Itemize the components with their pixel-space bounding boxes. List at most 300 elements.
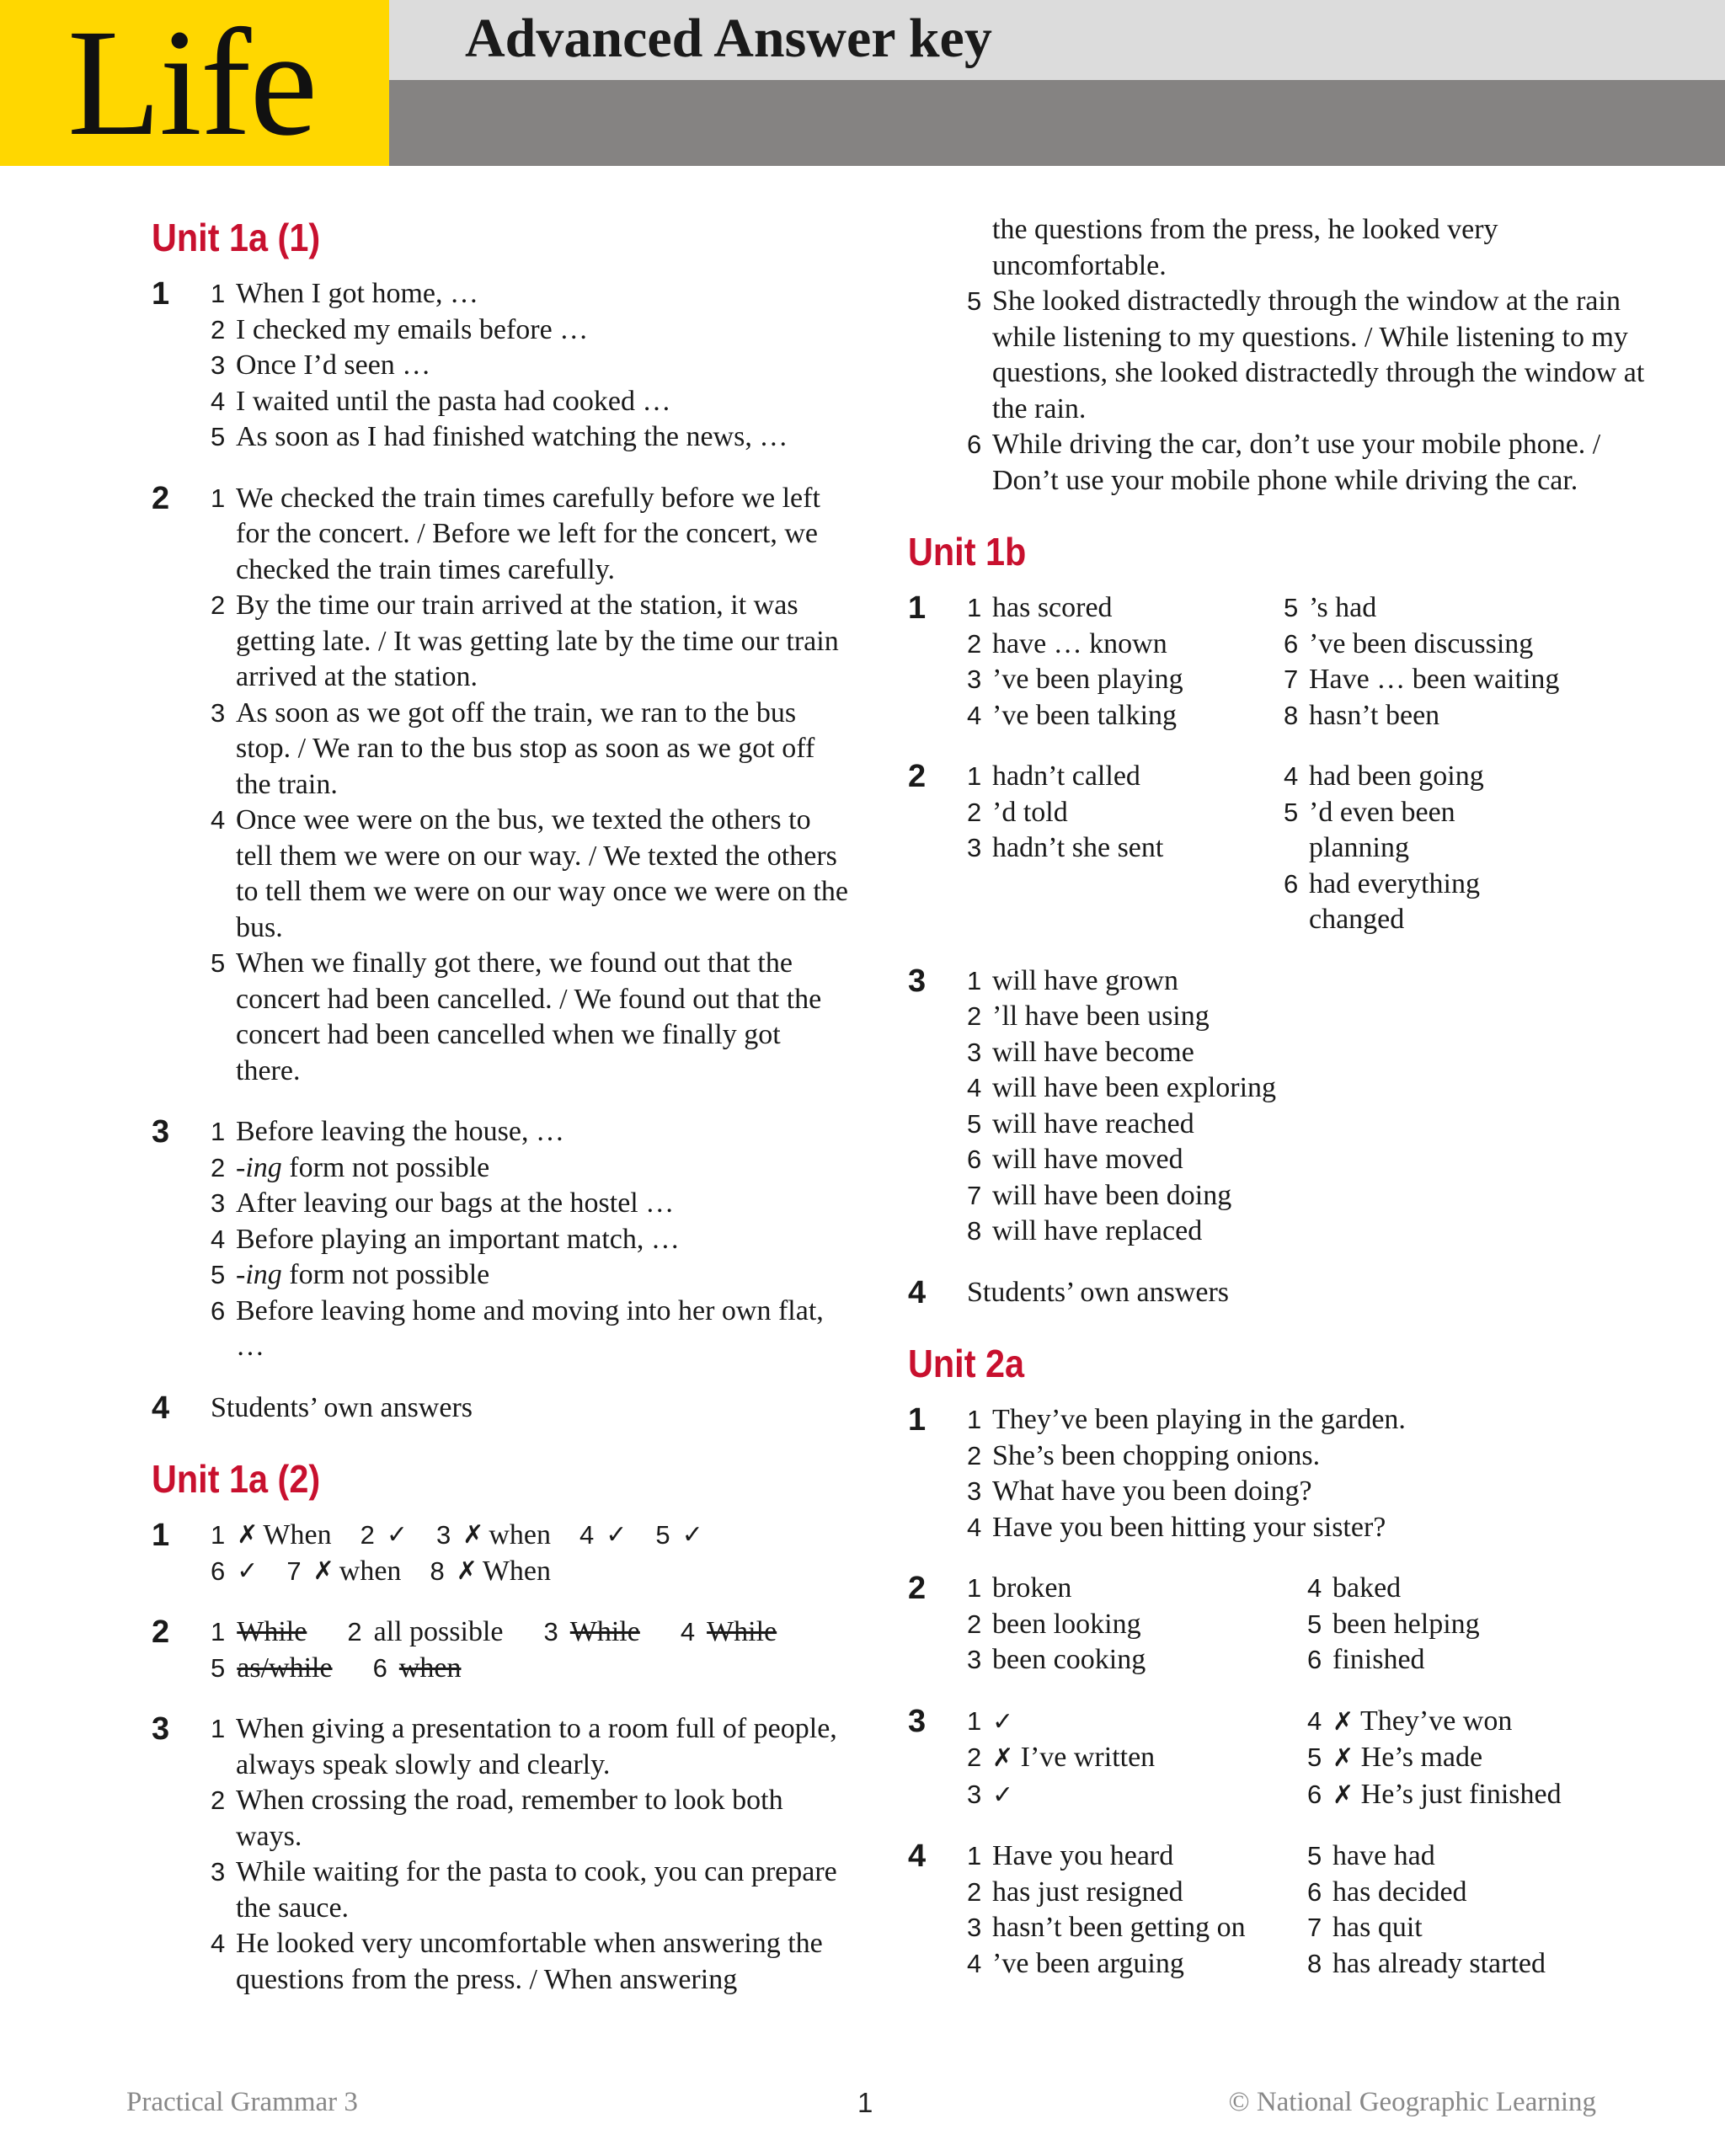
answer-item	[967, 1070, 1666, 1107]
answer-text: ’ve been arguing	[992, 1947, 1184, 1979]
cross-icon: ✗	[456, 1556, 478, 1586]
answer-item	[967, 759, 1284, 795]
answer-item	[1284, 867, 1562, 938]
logo: Life	[67, 0, 317, 168]
answer-text: When we finally got there, we found out that the concert had been cancelled. / We found out that the concert had been cancelled when we finally got there.	[236, 947, 822, 1086]
answer-list	[1307, 1838, 1666, 1982]
answer-text: He’s just finished	[1360, 1778, 1562, 1810]
answer-row	[211, 1651, 851, 1687]
answer-item	[967, 590, 1284, 627]
answer-text: have … known	[992, 627, 1167, 659]
exercise-number: 2	[152, 1614, 170, 1651]
answer-text: Students’ own answers	[211, 1391, 473, 1423]
item-number: 6	[1307, 1779, 1322, 1809]
item-number: 5	[1284, 797, 1299, 827]
answer-item	[967, 1474, 1666, 1510]
item-number: 2	[211, 1785, 226, 1816]
answer-list	[967, 963, 1666, 1250]
answer-grid	[967, 1704, 1666, 1814]
item-number: 7	[1284, 664, 1299, 695]
answer-text: ’ll have been using	[992, 1001, 1210, 1033]
answer-list	[211, 276, 851, 456]
unit-heading: Unit 1a (2)	[152, 1457, 321, 1502]
struck-word: While	[707, 1616, 777, 1648]
struck-word: While	[237, 1616, 307, 1648]
answer-text: He looked very uncomfortable when answering the questions from the press. / When answering	[236, 1928, 823, 1995]
answer-text: Have … been waiting	[1309, 664, 1560, 696]
answer-text: As soon as I had finished watching the news, …	[236, 421, 788, 453]
page-title: Advanced Answer key	[465, 8, 992, 69]
item-number: 2	[360, 1520, 375, 1550]
answer-item	[967, 1946, 1307, 1983]
item-number: 5	[967, 286, 982, 316]
answer-item	[967, 795, 1284, 831]
answer-text: While waiting for the pasta to cook, you can prepare the sauce.	[236, 1856, 837, 1924]
answer-text: ’ve been playing	[992, 664, 1183, 696]
item-number: 2	[967, 628, 982, 659]
answer-list	[967, 590, 1284, 734]
answer-item	[967, 627, 1284, 663]
answer-italic: -ing	[236, 1151, 282, 1183]
answer-item	[211, 1114, 851, 1150]
exercise	[908, 1402, 1666, 1545]
answer-item	[211, 803, 851, 946]
exercise	[152, 481, 851, 1090]
item-number: 5	[1307, 1841, 1322, 1871]
answer-item	[1307, 1875, 1666, 1911]
answer-item	[967, 427, 1666, 499]
answer-text: has scored	[992, 592, 1113, 624]
answer-text: ’d told	[992, 796, 1068, 828]
item-number: 4	[1307, 1705, 1322, 1736]
answer-grid	[967, 590, 1666, 734]
answer-text: finished	[1332, 1644, 1425, 1676]
item-number: 2	[967, 1440, 982, 1470]
item-number: 5	[1284, 593, 1299, 623]
cross-icon: ✗	[237, 1520, 259, 1550]
item-number: 6	[211, 1295, 226, 1326]
exercise-number: 4	[908, 1838, 927, 1875]
item-number: 1	[967, 1841, 982, 1871]
answer-list	[211, 1114, 851, 1365]
answer-pair	[579, 1518, 627, 1554]
item-number: 2	[347, 1617, 362, 1647]
item-number: 6	[211, 1556, 226, 1586]
answer-item	[967, 1910, 1307, 1946]
item-number: 6	[1307, 1876, 1322, 1907]
answer-grid	[967, 1571, 1666, 1678]
logo-box	[0, 0, 389, 166]
answer-item	[967, 1607, 1307, 1643]
check-icon: ✓	[681, 1520, 703, 1550]
struck-word: as/while	[237, 1652, 333, 1684]
answer-text: hasn’t been getting on	[992, 1912, 1246, 1944]
exercise	[908, 963, 1666, 1250]
item-number: 4	[967, 700, 982, 730]
item-number: 2	[211, 314, 226, 344]
item-number: 5	[211, 948, 226, 979]
item-number: 6	[967, 430, 982, 459]
answer-item	[967, 999, 1666, 1035]
item-number: 4	[680, 1617, 696, 1647]
cross-icon: ✗	[1332, 1743, 1354, 1774]
answer-item	[967, 1642, 1307, 1678]
item-number: 4	[211, 1929, 226, 1959]
check-icon: ✓	[237, 1556, 259, 1586]
answer-text: I waited until the pasta had cooked …	[236, 385, 671, 417]
answer-italic: -ing	[236, 1259, 282, 1291]
answer-text: will have grown	[992, 964, 1178, 996]
item-number: 8	[967, 1216, 982, 1246]
answer-item	[211, 1186, 851, 1222]
exercise-number: 3	[152, 1711, 170, 1748]
answer-text: hasn’t been	[1309, 699, 1440, 731]
answer-text: ’s had	[1309, 592, 1377, 624]
answer-item	[967, 1214, 1666, 1250]
answer-item	[967, 1510, 1666, 1546]
answer-item	[211, 1926, 851, 1998]
answer-item	[967, 830, 1284, 867]
answer-list	[1284, 759, 1562, 938]
header-gray-band	[389, 80, 1725, 166]
exercise-number: 2	[908, 759, 927, 795]
item-number: 6	[372, 1652, 387, 1683]
answer-text: hadn’t she sent	[992, 832, 1164, 864]
exercise	[908, 1704, 1666, 1814]
exercise-number: 2	[152, 480, 170, 516]
cross-icon: ✗	[462, 1520, 484, 1550]
item-number: 8	[1307, 1948, 1322, 1978]
answer-item	[1284, 627, 1666, 663]
answer-item	[967, 1777, 1307, 1814]
answer-item	[967, 963, 1666, 1000]
answer-item	[211, 696, 851, 803]
answer-text: They’ve won	[1360, 1705, 1513, 1737]
answer-item	[1307, 1838, 1666, 1875]
answer-text: Have you heard	[992, 1840, 1174, 1872]
item-number: 5	[655, 1520, 670, 1550]
right-column	[908, 212, 1666, 2007]
answer-list	[967, 1571, 1307, 1678]
answer-list	[211, 481, 851, 1090]
check-icon: ✓	[606, 1520, 628, 1550]
item-number: 1	[211, 279, 226, 309]
item-number: 6	[1307, 1645, 1322, 1675]
answer-item	[1307, 1607, 1666, 1643]
item-number: 4	[967, 1948, 982, 1978]
answer-text: ’d even been planning	[1309, 796, 1455, 864]
answer-text: been looking	[992, 1608, 1141, 1640]
answer-item	[211, 348, 851, 384]
answer-text: ’ve been discussing	[1309, 627, 1534, 659]
item-number: 3	[211, 1188, 226, 1219]
answer-item	[1307, 1946, 1666, 1983]
item-number: 1	[211, 1117, 226, 1147]
answer-item	[1284, 662, 1666, 698]
item-number: 4	[211, 805, 226, 835]
answer-text: Once I’d seen …	[236, 350, 431, 382]
unit-heading: Unit 1a (1)	[152, 216, 321, 259]
answer-text: Before leaving the house, …	[236, 1116, 564, 1148]
answer-text: have had	[1332, 1840, 1435, 1872]
cross-icon: ✗	[1332, 1780, 1354, 1810]
unit-heading: Unit 1b	[908, 530, 1027, 574]
unit-heading: Unit 2a	[908, 1342, 1025, 1386]
item-number: 2	[967, 1609, 982, 1639]
item-number: 7	[286, 1556, 302, 1586]
item-number: 1	[211, 1714, 226, 1744]
answer-item	[211, 1783, 851, 1854]
answer-item	[211, 1294, 851, 1365]
exercise-number: 3	[152, 1114, 170, 1150]
item-number: 2	[211, 1152, 226, 1182]
answer-item	[967, 1838, 1307, 1875]
answer-pair	[211, 1614, 307, 1651]
cross-icon: ✗	[1332, 1706, 1354, 1737]
continued-text: the questions from the press, he looked very uncomfortable.	[992, 214, 1498, 281]
item-number: 3	[967, 1913, 982, 1943]
item-number: 6	[1284, 868, 1299, 899]
exercise-number: 3	[908, 1703, 927, 1739]
answer-text: form not possible	[281, 1259, 490, 1291]
answer-list	[211, 1711, 851, 1998]
answer-text: been helping	[1332, 1608, 1480, 1640]
answer-item	[1284, 759, 1562, 795]
struck-word: when	[398, 1652, 462, 1684]
answer-pair	[655, 1518, 702, 1554]
answer-item	[211, 1854, 851, 1926]
answer-text: baked	[1332, 1572, 1402, 1604]
exercise	[908, 590, 1666, 734]
answer-list	[967, 284, 1666, 499]
item-number: 4	[1284, 761, 1299, 792]
answer-grid	[967, 759, 1666, 938]
answer-grid	[967, 1838, 1666, 1982]
exercise-number: 1	[908, 590, 927, 627]
answer-item	[1307, 1642, 1666, 1678]
item-number: 4	[1307, 1573, 1322, 1604]
item-number: 1	[967, 1573, 982, 1604]
answer-text: When giving a presentation to a room full of people, always speak slowly and clearly.	[236, 1713, 837, 1780]
item-number: 1	[967, 1405, 982, 1435]
answer-pair	[286, 1554, 401, 1590]
answer-text: Students’ own answers	[967, 1276, 1229, 1308]
answer-text: will have moved	[992, 1144, 1183, 1176]
answer-pair	[544, 1614, 640, 1651]
answer-text: will have been exploring	[992, 1072, 1277, 1104]
answer-list	[1307, 1571, 1666, 1678]
answer-text: What have you been doing?	[992, 1476, 1312, 1508]
item-number: 5	[211, 422, 226, 452]
answer-item	[967, 662, 1284, 698]
exercise-number: 4	[908, 1274, 927, 1310]
answer-text: all possible	[373, 1616, 504, 1648]
answer-text: Once wee were on the bus, we texted the others to tell them we were on our way. / We texted the others to tell them we were on our way once we were on the bus.	[236, 804, 848, 943]
left-column	[152, 215, 851, 2023]
item-number: 3	[967, 833, 982, 863]
cross-icon: ✗	[312, 1556, 334, 1586]
answer-row	[211, 1614, 851, 1651]
answer-list	[967, 1704, 1307, 1814]
answer-text: He’s made	[1360, 1742, 1483, 1774]
item-number: 1	[967, 761, 982, 792]
answer-item	[967, 698, 1284, 734]
item-number: 1	[967, 1705, 982, 1736]
exercise	[152, 276, 851, 456]
exercise-number: 1	[152, 1518, 170, 1554]
item-number: 4	[211, 1224, 226, 1254]
item-number: 2	[211, 590, 226, 621]
answer-item	[211, 419, 851, 456]
answer-item	[967, 284, 1666, 427]
item-number: 4	[967, 1073, 982, 1103]
answer-text: We checked the train times carefully before we left for the concert. / Before we left for the concert, we checked the train times carefully.	[236, 482, 820, 585]
exercise-number: 1	[152, 276, 170, 312]
item-number: 8	[430, 1556, 445, 1586]
answer-pair	[211, 1651, 333, 1687]
item-number: 3	[967, 1779, 982, 1809]
answer-text: Before leaving home and moving into her own flat, …	[236, 1294, 824, 1363]
item-number: 1	[211, 1520, 226, 1550]
answer-text: been cooking	[992, 1644, 1146, 1676]
answer-item	[211, 276, 851, 312]
answer-text: has already started	[1332, 1947, 1546, 1979]
answer-item	[211, 588, 851, 696]
item-number: 2	[967, 1876, 982, 1907]
item-number: 6	[1284, 628, 1299, 659]
exercise	[908, 759, 1666, 938]
item-number: 3	[211, 697, 226, 728]
answer-text: had everything changed	[1309, 867, 1480, 936]
answer-text: will have become	[992, 1036, 1194, 1068]
answer-pair	[360, 1518, 408, 1554]
answer-text: They’ve been playing in the garden.	[992, 1404, 1406, 1436]
item-number: 1	[967, 965, 982, 995]
answer-pair	[211, 1554, 258, 1590]
item-number: 6	[967, 1145, 982, 1175]
answer-item	[211, 1222, 851, 1258]
answer-text: As soon as we got off the train, we ran to the bus stop. / We ran to the bus stop as soon as we got off the train.	[236, 696, 815, 800]
item-number: 3	[211, 350, 226, 381]
item-number: 3	[967, 1476, 982, 1507]
item-number: 4	[967, 1512, 982, 1542]
page-number: 1	[857, 2087, 873, 2118]
answer-pair	[373, 1651, 462, 1687]
item-number: 8	[1284, 700, 1299, 730]
answer-text: hadn’t called	[992, 760, 1140, 792]
answer-text: when	[339, 1555, 402, 1587]
answer-text: When crossing the road, remember to look both ways.	[236, 1785, 783, 1852]
answer-list	[1307, 1704, 1666, 1814]
answer-text: While driving the car, don’t use your mobile phone. / Don’t use your mobile phone while driving the car.	[992, 429, 1601, 496]
item-number: 5	[1307, 1609, 1322, 1639]
exercise	[152, 1518, 851, 1589]
item-number: 3	[967, 664, 982, 695]
exercise-number: 4	[152, 1390, 170, 1426]
answer-pair	[347, 1614, 503, 1651]
exercise	[152, 1114, 851, 1365]
answer-text: ’ve been talking	[992, 699, 1178, 731]
item-number: 1	[211, 483, 226, 513]
answer-text: will have replaced	[992, 1215, 1203, 1247]
check-icon: ✓	[992, 1706, 1014, 1737]
answer-text: She looked distractedly through the window at the rain while listening to my questions. / While listening to my questions, she looked distractedly through the window at the rain.	[992, 286, 1645, 424]
answer-item	[211, 946, 851, 1089]
answer-item	[211, 312, 851, 349]
item-number: 2	[967, 1742, 982, 1773]
exercise-number: 1	[908, 1402, 927, 1438]
answer-text: when	[489, 1519, 552, 1551]
exercise	[908, 1571, 1666, 1678]
exercise	[908, 1275, 1666, 1311]
answer-item	[1307, 1704, 1666, 1741]
answer-item	[967, 1035, 1666, 1071]
answer-row	[211, 1554, 851, 1590]
item-number: 5	[211, 1260, 226, 1290]
item-number: 7	[1307, 1913, 1322, 1943]
answer-item	[1307, 1571, 1666, 1607]
answer-item	[967, 1178, 1666, 1214]
answer-item	[967, 1740, 1307, 1777]
answer-item	[211, 1150, 851, 1187]
check-icon: ✓	[386, 1520, 408, 1550]
answer-text: Before playing an important match, …	[236, 1223, 680, 1255]
answer-item	[211, 481, 851, 589]
item-number: 2	[967, 1001, 982, 1032]
answer-row	[211, 1518, 851, 1554]
item-number: 5	[211, 1652, 226, 1683]
struck-word: While	[569, 1616, 640, 1648]
answer-item	[1307, 1777, 1666, 1814]
item-number: 4	[211, 386, 226, 416]
item-number: 3	[211, 1857, 226, 1887]
item-number: 1	[211, 1617, 226, 1647]
answer-item	[967, 1438, 1666, 1475]
footer-copyright: © National Geographic Learning	[1228, 2087, 1596, 2117]
answer-text: By the time our train arrived at the station, it was getting late. / It was getting late by the time our train arrived at the station.	[236, 590, 839, 693]
answer-text: When I got home, …	[236, 278, 478, 310]
item-number: 3	[967, 1037, 982, 1067]
answer-text: had been going	[1309, 760, 1484, 792]
item-number: 1	[967, 593, 982, 623]
cross-icon: ✗	[992, 1743, 1014, 1774]
answer-text: has decided	[1332, 1876, 1467, 1908]
footer-book-title: Practical Grammar 3	[126, 2087, 358, 2117]
answer-text: I checked my emails before …	[236, 313, 589, 345]
item-number: 3	[543, 1617, 558, 1647]
answer-pair	[430, 1554, 551, 1590]
answer-pair	[436, 1518, 551, 1554]
answer-item	[211, 1257, 851, 1294]
item-number: 4	[579, 1520, 595, 1550]
exercise-number: 2	[908, 1571, 927, 1607]
answer-item	[211, 384, 851, 420]
answer-item	[967, 1107, 1666, 1143]
answer-pair	[211, 1518, 332, 1554]
answer-item	[1284, 590, 1666, 627]
exercise	[152, 1711, 851, 1998]
answer-item	[967, 1142, 1666, 1178]
answer-list	[967, 1838, 1307, 1982]
answer-text: I’ve written	[1020, 1742, 1156, 1774]
answer-text: When	[482, 1555, 552, 1587]
exercise-number: 3	[908, 963, 927, 999]
answer-text: When	[263, 1519, 332, 1551]
answer-text: will have been doing	[992, 1179, 1232, 1211]
answer-item	[1307, 1910, 1666, 1946]
item-number: 2	[967, 797, 982, 827]
answer-text: will have reached	[992, 1107, 1194, 1139]
